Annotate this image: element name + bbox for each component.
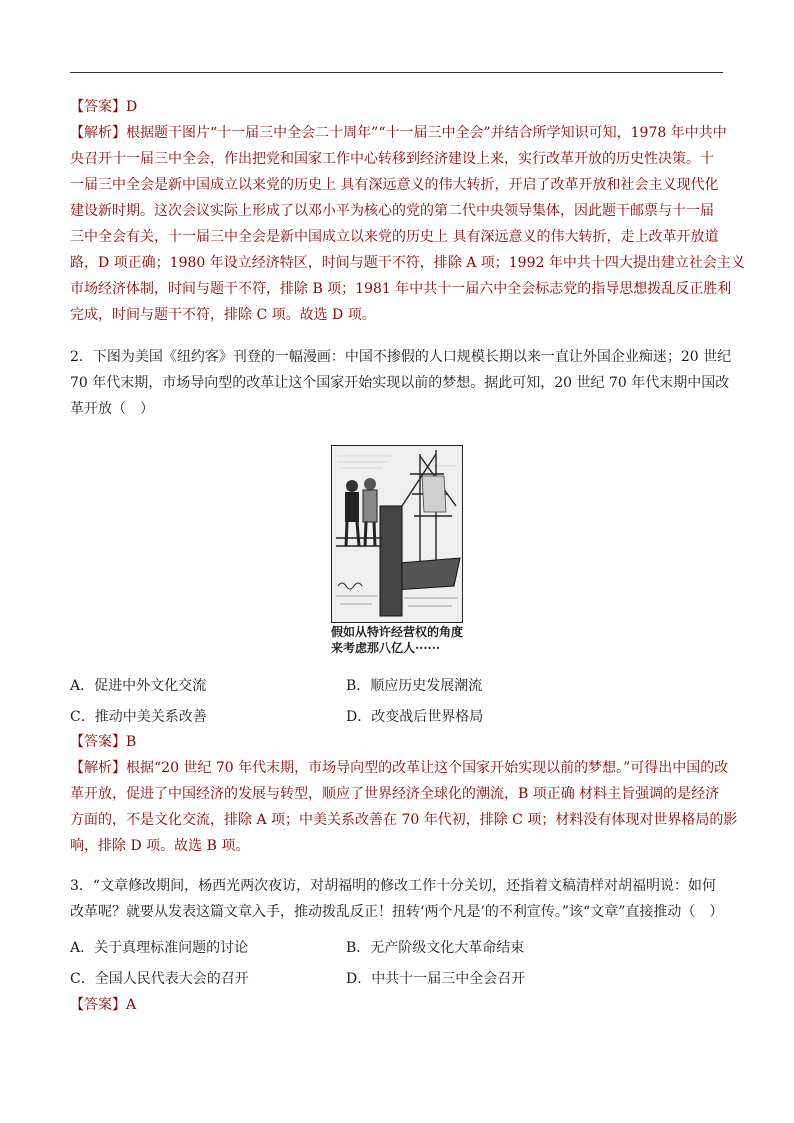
q1-analysis-line-2: 央召开十一届三中全会，作出把党和国家工作中心转移到经济建设上来，实行改革开放的历史性决策。十 <box>70 151 714 167</box>
q1-answer-line <box>70 94 723 120</box>
q1-analysis-line-3: 一届三中全会是新中国成立以来党的历史上 具有深远意义的伟大转折，开启了改革开放和社会主义现代化 <box>70 177 719 193</box>
q2-answer-block <box>70 729 738 859</box>
q2-option-a[interactable]: A．促进中外文化交流 <box>70 678 207 694</box>
q2-analysis-line-3: 方面的，不是文化交流，排除 A 项；中美关系改善在 70 年代初，排除 C 项；材料没有体现对世界格局的影 <box>70 812 738 828</box>
q1-answer-tag: 【答案】 <box>70 99 126 115</box>
q2-stem-line-3: 革开放（ ） <box>70 401 154 417</box>
q2-analysis-line-1: 【解析】根据“20 世纪 70 年代末期，市场导向型的改革让这个国家开始实现以前的梦想。”可得出中国的改 <box>70 760 729 776</box>
q3-stem-line-2: 改革呢？就要从发表这篇文章入手，推动拨乱反正！扭转‘两个凡是’的不利宣传。”该“文章”直接推动（ ） <box>70 904 724 920</box>
q2-answer-value: B <box>126 734 137 750</box>
q1-analysis-line-8: 完成，时间与题干不符，排除 C 项。故选 D 项。 <box>70 307 376 323</box>
q3-stem <box>70 873 723 925</box>
q2-option-b[interactable]: B．顺应历史发展潮流 <box>346 678 483 694</box>
q3-answer-value: A <box>126 997 137 1013</box>
q2-stem-line-2: 70 年代末期，市场导向型的改革让这个国家开始实现以前的梦想。据此可知，20 世纪 70 年代末期中国改 <box>70 375 730 391</box>
q2-cartoon-caption <box>331 624 471 656</box>
q3-answer-line <box>70 992 723 1018</box>
q2-analysis-tag: 【解析】 <box>70 760 126 776</box>
caption-line-2: 来考虑那八亿人······ <box>331 641 441 655</box>
q2-stem-line-1: 2．下图为美国《纽约客》刊登的一幅漫画：中国不掺假的人口规模长期以来一直让外国企业痴迷；20 世纪 <box>70 349 732 365</box>
q3-answer-block <box>70 992 723 1018</box>
q1-analysis-line-5: 三中全会有关，十一届三中全会是新中国成立以来党的历史上 具有深远意义的伟大转折，走上改革开放道 <box>70 229 719 245</box>
header-rule <box>70 72 723 73</box>
caption-line-1: 假如从特许经营权的角度 <box>331 625 464 639</box>
q2-analysis-line-2: 革开放，促进了中国经济的发展与转型，顺应了世界经济全球化的潮流，B 项正确 材料主旨强调的是经济 <box>70 786 720 802</box>
q1-analysis-tag: 【解析】 <box>70 125 126 141</box>
q3-option-a[interactable]: A．关于真理标准问题的讨论 <box>70 940 249 956</box>
q1-analysis-line-7: 市场经济体制，时间与题干不符，排除 B 项；1981 年中共十一届六中全会标志党的指导思想拨乱反正胜利 <box>70 281 732 297</box>
q3-stem-line-1: 3．“文章修改期间，杨西光两次夜访，对胡福明的修改工作十分关切，还指着文稿清样对胡福明说：如何 <box>70 878 717 894</box>
q2-cartoon-image <box>331 445 463 623</box>
q1-analysis-line-6: 路，D 项正确；1980 年设立经济特区，时间与题干不符，排除 A 项；1992 年中共十四大提出建立社会主义 <box>70 255 745 271</box>
q1-analysis-line-1: 【解析】根据题干图片“十一届三中全会二十周年”“十一届三中全会”并结合所学知识可知，1978 年中共中 <box>70 125 727 141</box>
q3-answer-tag: 【答案】 <box>70 997 126 1013</box>
q3-option-d[interactable]: D．中共十一届三中全会召开 <box>346 971 526 987</box>
q2-option-d[interactable]: D．改变战后世界格局 <box>346 709 484 725</box>
q2-option-c[interactable]: C．推动中美关系改善 <box>70 709 207 725</box>
q1-answer-block <box>70 94 745 328</box>
cartoon-drawing <box>332 446 462 622</box>
q2-answer-line <box>70 729 723 755</box>
q3-option-b[interactable]: B．无产阶级文化大革命结束 <box>346 940 525 956</box>
q2-stem <box>70 344 732 422</box>
q1-answer-value: D <box>126 99 138 115</box>
q2-analysis-line-4: 响，排除 D 项。故选 B 项。 <box>70 838 250 854</box>
q1-analysis-line-4: 建设新时期。这次会议实际上形成了以邓小平为核心的党的第二代中央领导集体，因此题干邮票与十一届 <box>70 203 714 219</box>
q2-answer-tag: 【答案】 <box>70 734 126 750</box>
q3-option-c[interactable]: C．全国人民代表大会的召开 <box>70 971 249 987</box>
